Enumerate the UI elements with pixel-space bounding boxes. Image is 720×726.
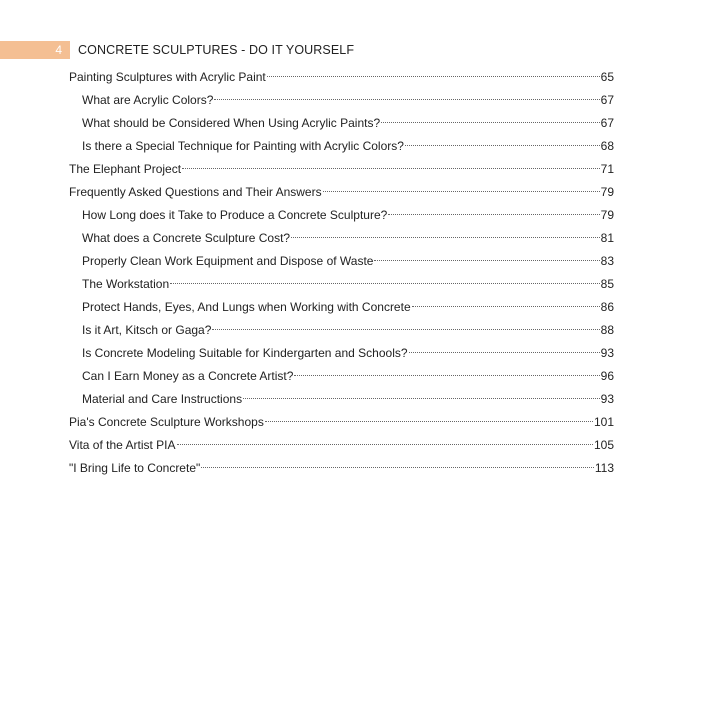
toc-entry-title: Painting Sculptures with Acrylic Paint xyxy=(69,70,266,84)
toc-entry-title: Is it Art, Kitsch or Gaga? xyxy=(82,323,212,337)
dot-leader xyxy=(201,467,594,468)
toc-entry-title: The Elephant Project xyxy=(69,162,182,176)
toc-entry-title: Pia's Concrete Sculpture Workshops xyxy=(69,415,264,429)
toc-entry[interactable] xyxy=(69,296,614,319)
dot-leader xyxy=(182,168,600,169)
toc-entry-title: How Long does it Take to Produce a Concrete Sculpture? xyxy=(82,208,388,222)
toc-entry[interactable] xyxy=(69,365,614,388)
dot-leader xyxy=(374,260,599,261)
toc-entry[interactable] xyxy=(69,319,614,342)
dot-leader xyxy=(294,375,599,376)
toc-entry-page: 67 xyxy=(600,93,614,107)
toc-entry-page: 81 xyxy=(600,231,614,245)
toc-entry-page: 79 xyxy=(600,208,614,222)
toc-entry-page: 88 xyxy=(600,323,614,337)
dot-leader xyxy=(212,329,599,330)
toc-entry-title: Properly Clean Work Equipment and Dispose of Waste xyxy=(82,254,374,268)
toc-entry[interactable] xyxy=(69,158,614,181)
dot-leader xyxy=(409,352,600,353)
dot-leader xyxy=(388,214,599,215)
toc-entry-title: Vita of the Artist PIA xyxy=(69,438,176,452)
toc-entry[interactable] xyxy=(69,388,614,411)
toc-entry-page: 85 xyxy=(600,277,614,291)
toc-entry-title: What are Acrylic Colors? xyxy=(82,93,214,107)
toc-entry-title: What does a Concrete Sculpture Cost? xyxy=(82,231,291,245)
toc-entry-title: Material and Care Instructions xyxy=(82,392,243,406)
toc-entry-page: 83 xyxy=(600,254,614,268)
dot-leader xyxy=(267,76,600,77)
toc-entry-page: 93 xyxy=(600,392,614,406)
dot-leader xyxy=(381,122,599,123)
table-of-contents xyxy=(69,66,614,480)
toc-entry-page: 113 xyxy=(594,461,614,475)
page-number: 4 xyxy=(0,41,70,59)
toc-entry-page: 67 xyxy=(600,116,614,130)
toc-entry[interactable] xyxy=(69,434,614,457)
toc-entry-title: What should be Considered When Using Acrylic Paints? xyxy=(82,116,381,130)
toc-entry-title: Is Concrete Modeling Suitable for Kindergarten and Schools? xyxy=(82,346,408,360)
running-title: CONCRETE SCULPTURES - DO IT YOURSELF xyxy=(78,43,355,57)
toc-entry-title: Protect Hands, Eyes, And Lungs when Working with Concrete xyxy=(82,300,411,314)
page-header xyxy=(0,41,720,59)
toc-entry-page: 105 xyxy=(593,438,614,452)
toc-entry[interactable] xyxy=(69,135,614,158)
dot-leader xyxy=(412,306,600,307)
toc-entry-page: 101 xyxy=(593,415,614,429)
dot-leader xyxy=(323,191,600,192)
toc-entry[interactable] xyxy=(69,89,614,112)
toc-entry-page: 96 xyxy=(600,369,614,383)
dot-leader xyxy=(291,237,600,238)
dot-leader xyxy=(265,421,593,422)
toc-entry-page: 93 xyxy=(600,346,614,360)
toc-entry[interactable] xyxy=(69,112,614,135)
toc-entry-title: "I Bring Life to Concrete" xyxy=(69,461,201,475)
toc-entry[interactable] xyxy=(69,181,614,204)
toc-entry[interactable] xyxy=(69,250,614,273)
toc-entry-page: 86 xyxy=(600,300,614,314)
dot-leader xyxy=(243,398,600,399)
toc-entry-page: 71 xyxy=(600,162,614,176)
toc-entry-title: The Workstation xyxy=(82,277,170,291)
toc-entry[interactable] xyxy=(69,227,614,250)
toc-entry-page: 68 xyxy=(600,139,614,153)
toc-entry[interactable] xyxy=(69,204,614,227)
toc-entry-title: Frequently Asked Questions and Their Answers xyxy=(69,185,322,199)
toc-entry[interactable] xyxy=(69,411,614,434)
toc-entry-title: Can I Earn Money as a Concrete Artist? xyxy=(82,369,294,383)
dot-leader xyxy=(170,283,599,284)
dot-leader xyxy=(405,145,600,146)
toc-entry[interactable] xyxy=(69,273,614,296)
toc-entry[interactable] xyxy=(69,66,614,89)
toc-entry-title: Is there a Special Technique for Painting with Acrylic Colors? xyxy=(82,139,404,153)
toc-entry[interactable] xyxy=(69,342,614,365)
toc-entry-page: 65 xyxy=(600,70,614,84)
dot-leader xyxy=(177,444,593,445)
dot-leader xyxy=(214,99,599,100)
toc-entry-page: 79 xyxy=(600,185,614,199)
toc-entry[interactable] xyxy=(69,457,614,480)
